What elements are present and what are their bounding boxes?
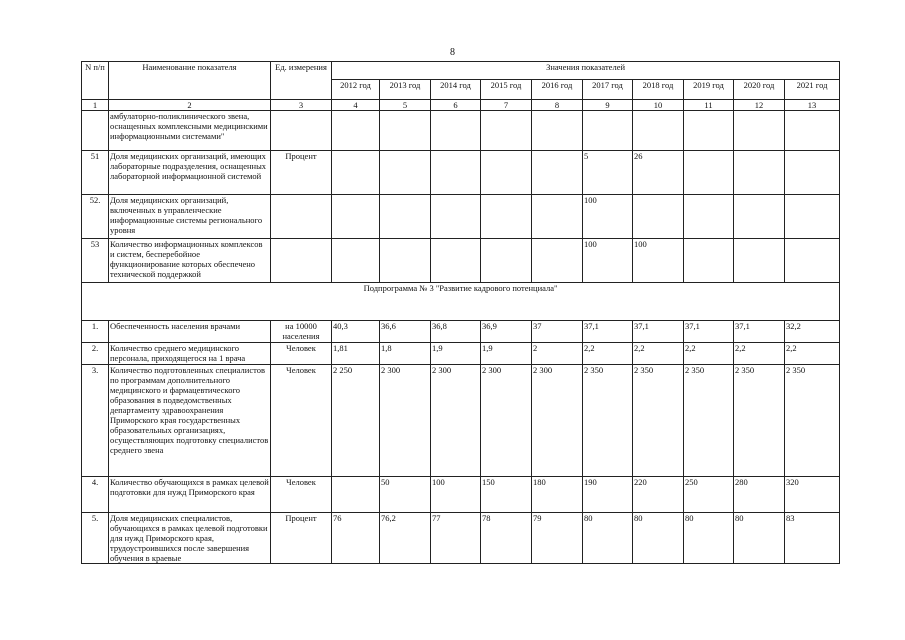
indicator-value: 36,8 <box>431 321 481 343</box>
indicator-value: 2 300 <box>431 365 481 477</box>
indicator-value: 100 <box>431 477 481 513</box>
header-num: N п/п <box>82 62 109 100</box>
indicator-value <box>532 195 583 239</box>
indicator-value <box>431 111 481 151</box>
indicator-value <box>481 195 532 239</box>
table-row <box>82 111 840 151</box>
unit-of-measure: Человек <box>271 343 332 365</box>
indicator-value: 37,1 <box>583 321 633 343</box>
column-number: 13 <box>785 100 840 111</box>
header-year: 2018 год <box>633 80 684 100</box>
indicator-value: 2,2 <box>583 343 633 365</box>
indicator-value <box>431 195 481 239</box>
column-number: 11 <box>684 100 734 111</box>
indicator-value: 32,2 <box>785 321 840 343</box>
indicator-value <box>481 151 532 195</box>
table-row <box>82 477 840 513</box>
indicator-value: 80 <box>684 513 734 564</box>
indicator-name: Количество обучающихся в рамках целевой подготовки для нужд Приморского края <box>109 477 271 513</box>
indicator-value: 37,1 <box>734 321 785 343</box>
indicator-value: 37,1 <box>633 321 684 343</box>
column-number: 3 <box>271 100 332 111</box>
unit-of-measure: Процент <box>271 151 332 195</box>
indicator-value: 36,6 <box>380 321 431 343</box>
indicator-value <box>785 151 840 195</box>
indicator-value <box>332 195 380 239</box>
indicator-value: 2 350 <box>785 365 840 477</box>
indicator-value: 180 <box>532 477 583 513</box>
indicator-value: 2 350 <box>734 365 785 477</box>
indicator-value: 77 <box>431 513 481 564</box>
indicator-value <box>633 195 684 239</box>
indicator-value <box>684 151 734 195</box>
header-year: 2019 год <box>684 80 734 100</box>
page-number: 8 <box>450 47 455 58</box>
unit-of-measure: на 10000 населения <box>271 321 332 343</box>
indicator-value <box>684 111 734 151</box>
header-unit: Ед. измерения <box>271 62 332 100</box>
indicator-value: 2,2 <box>734 343 785 365</box>
table-row <box>82 513 840 564</box>
indicator-value <box>785 239 840 283</box>
unit-of-measure <box>271 195 332 239</box>
column-number: 10 <box>633 100 684 111</box>
indicator-value: 5 <box>583 151 633 195</box>
indicator-value <box>380 151 431 195</box>
indicator-value <box>785 111 840 151</box>
indicator-value: 37 <box>532 321 583 343</box>
column-number: 4 <box>332 100 380 111</box>
unit-of-measure <box>271 111 332 151</box>
indicator-value: 2,2 <box>684 343 734 365</box>
indicator-value: 2 350 <box>684 365 734 477</box>
indicator-value <box>734 151 785 195</box>
table-row <box>82 195 840 239</box>
indicator-value: 80 <box>583 513 633 564</box>
indicator-value: 2 300 <box>380 365 431 477</box>
indicator-value: 1,81 <box>332 343 380 365</box>
indicator-value: 80 <box>633 513 684 564</box>
indicator-value <box>583 111 633 151</box>
table-row <box>82 343 840 365</box>
indicator-value: 2 350 <box>583 365 633 477</box>
indicator-value <box>633 111 684 151</box>
indicator-value: 2 300 <box>532 365 583 477</box>
indicator-value: 78 <box>481 513 532 564</box>
indicator-value: 37,1 <box>684 321 734 343</box>
indicator-value <box>532 111 583 151</box>
indicator-value <box>684 195 734 239</box>
indicator-value: 2 250 <box>332 365 380 477</box>
indicator-value: 2,2 <box>633 343 684 365</box>
indicator-value: 280 <box>734 477 785 513</box>
column-number: 9 <box>583 100 633 111</box>
column-number: 1 <box>82 100 109 111</box>
indicator-name: Количество среднего медицинского персонала, приходящегося на 1 врача <box>109 343 271 365</box>
header-year: 2020 год <box>734 80 785 100</box>
row-number: 2. <box>82 343 109 365</box>
indicator-name: Доля медицинских организаций, включенных в управленческие информационные системы регионального уровня <box>109 195 271 239</box>
indicator-value: 2 300 <box>481 365 532 477</box>
header-year: 2021 год <box>785 80 840 100</box>
header-year: 2014 год <box>431 80 481 100</box>
column-number: 6 <box>431 100 481 111</box>
indicator-value <box>734 195 785 239</box>
indicator-name: Доля медицинских специалистов, обучающихся в рамках целевой подготовки для нужд Приморского края, трудоустроившихся после завершения обучения в краевые <box>109 513 271 564</box>
indicator-value <box>380 111 431 151</box>
unit-of-measure <box>271 239 332 283</box>
indicator-value: 76 <box>332 513 380 564</box>
indicator-value <box>380 239 431 283</box>
column-number: 7 <box>481 100 532 111</box>
column-number: 5 <box>380 100 431 111</box>
indicator-value: 1,9 <box>481 343 532 365</box>
table-row <box>82 321 840 343</box>
table-row <box>82 151 840 195</box>
unit-of-measure: Человек <box>271 477 332 513</box>
subprogram-title: Подпрограмма № 3 "Развитие кадрового потенциала" <box>82 283 840 321</box>
indicator-name: Количество информационных комплексов и систем, бесперебойное функционирование которых обеспечено технической поддержкой <box>109 239 271 283</box>
header-year: 2015 год <box>481 80 532 100</box>
indicator-value: 220 <box>633 477 684 513</box>
indicator-value: 80 <box>734 513 785 564</box>
row-number: 4. <box>82 477 109 513</box>
unit-of-measure: Человек <box>271 365 332 477</box>
indicator-value <box>481 239 532 283</box>
header-name: Наименование показателя <box>109 62 271 100</box>
indicator-name: Обеспеченность населения врачами <box>109 321 271 343</box>
indicator-name: Количество подготовленных специалистов по программам дополнительного медицинского и фармацевтического образования в подведомственных департаменту здравоохранения Приморского края государственных образовательных организациях, осуществляющих подготовку специалистов среднего звена <box>109 365 271 477</box>
indicator-value: 150 <box>481 477 532 513</box>
row-number: 52. <box>82 195 109 239</box>
indicator-value <box>734 111 785 151</box>
column-number: 2 <box>109 100 271 111</box>
row-number: 3. <box>82 365 109 477</box>
row-number: 1. <box>82 321 109 343</box>
indicator-value <box>332 239 380 283</box>
indicator-value <box>785 195 840 239</box>
indicator-value <box>734 239 785 283</box>
indicator-value: 250 <box>684 477 734 513</box>
table-row <box>82 239 840 283</box>
indicator-value <box>481 111 532 151</box>
indicator-value <box>380 195 431 239</box>
indicator-value <box>532 151 583 195</box>
indicator-name: Доля медицинских организаций, имеющих лабораторные подразделения, оснащенных лабораторной информационной системой <box>109 151 271 195</box>
indicator-value: 40,3 <box>332 321 380 343</box>
row-number: 53 <box>82 239 109 283</box>
indicator-value <box>332 111 380 151</box>
header-year: 2012 год <box>332 80 380 100</box>
row-number <box>82 111 109 151</box>
unit-of-measure: Процент <box>271 513 332 564</box>
indicator-value: 36,9 <box>481 321 532 343</box>
indicator-value: 2 <box>532 343 583 365</box>
indicator-value: 83 <box>785 513 840 564</box>
header-year: 2013 год <box>380 80 431 100</box>
indicator-value: 2,2 <box>785 343 840 365</box>
row-number: 5. <box>82 513 109 564</box>
indicator-value: 1,9 <box>431 343 481 365</box>
indicator-value <box>332 477 380 513</box>
indicator-value: 100 <box>583 195 633 239</box>
indicator-value: 76,2 <box>380 513 431 564</box>
indicator-name: амбулаторно-поликлинического звена, оснащенных комплексными медицинскими информационными системами" <box>109 111 271 151</box>
indicators-table <box>81 61 840 564</box>
indicator-value <box>431 151 481 195</box>
indicator-value: 2 350 <box>633 365 684 477</box>
row-number: 51 <box>82 151 109 195</box>
indicator-value: 190 <box>583 477 633 513</box>
indicator-value: 320 <box>785 477 840 513</box>
header-year: 2016 год <box>532 80 583 100</box>
indicator-value <box>684 239 734 283</box>
header-values: Значения показателей <box>332 62 840 80</box>
indicator-value: 1,8 <box>380 343 431 365</box>
indicator-value <box>332 151 380 195</box>
column-number: 12 <box>734 100 785 111</box>
table-row <box>82 365 840 477</box>
indicator-value: 50 <box>380 477 431 513</box>
indicator-value: 26 <box>633 151 684 195</box>
indicator-value: 100 <box>583 239 633 283</box>
indicator-value <box>431 239 481 283</box>
column-number: 8 <box>532 100 583 111</box>
indicator-value: 100 <box>633 239 684 283</box>
header-year: 2017 год <box>583 80 633 100</box>
indicator-value <box>532 239 583 283</box>
indicator-value: 79 <box>532 513 583 564</box>
